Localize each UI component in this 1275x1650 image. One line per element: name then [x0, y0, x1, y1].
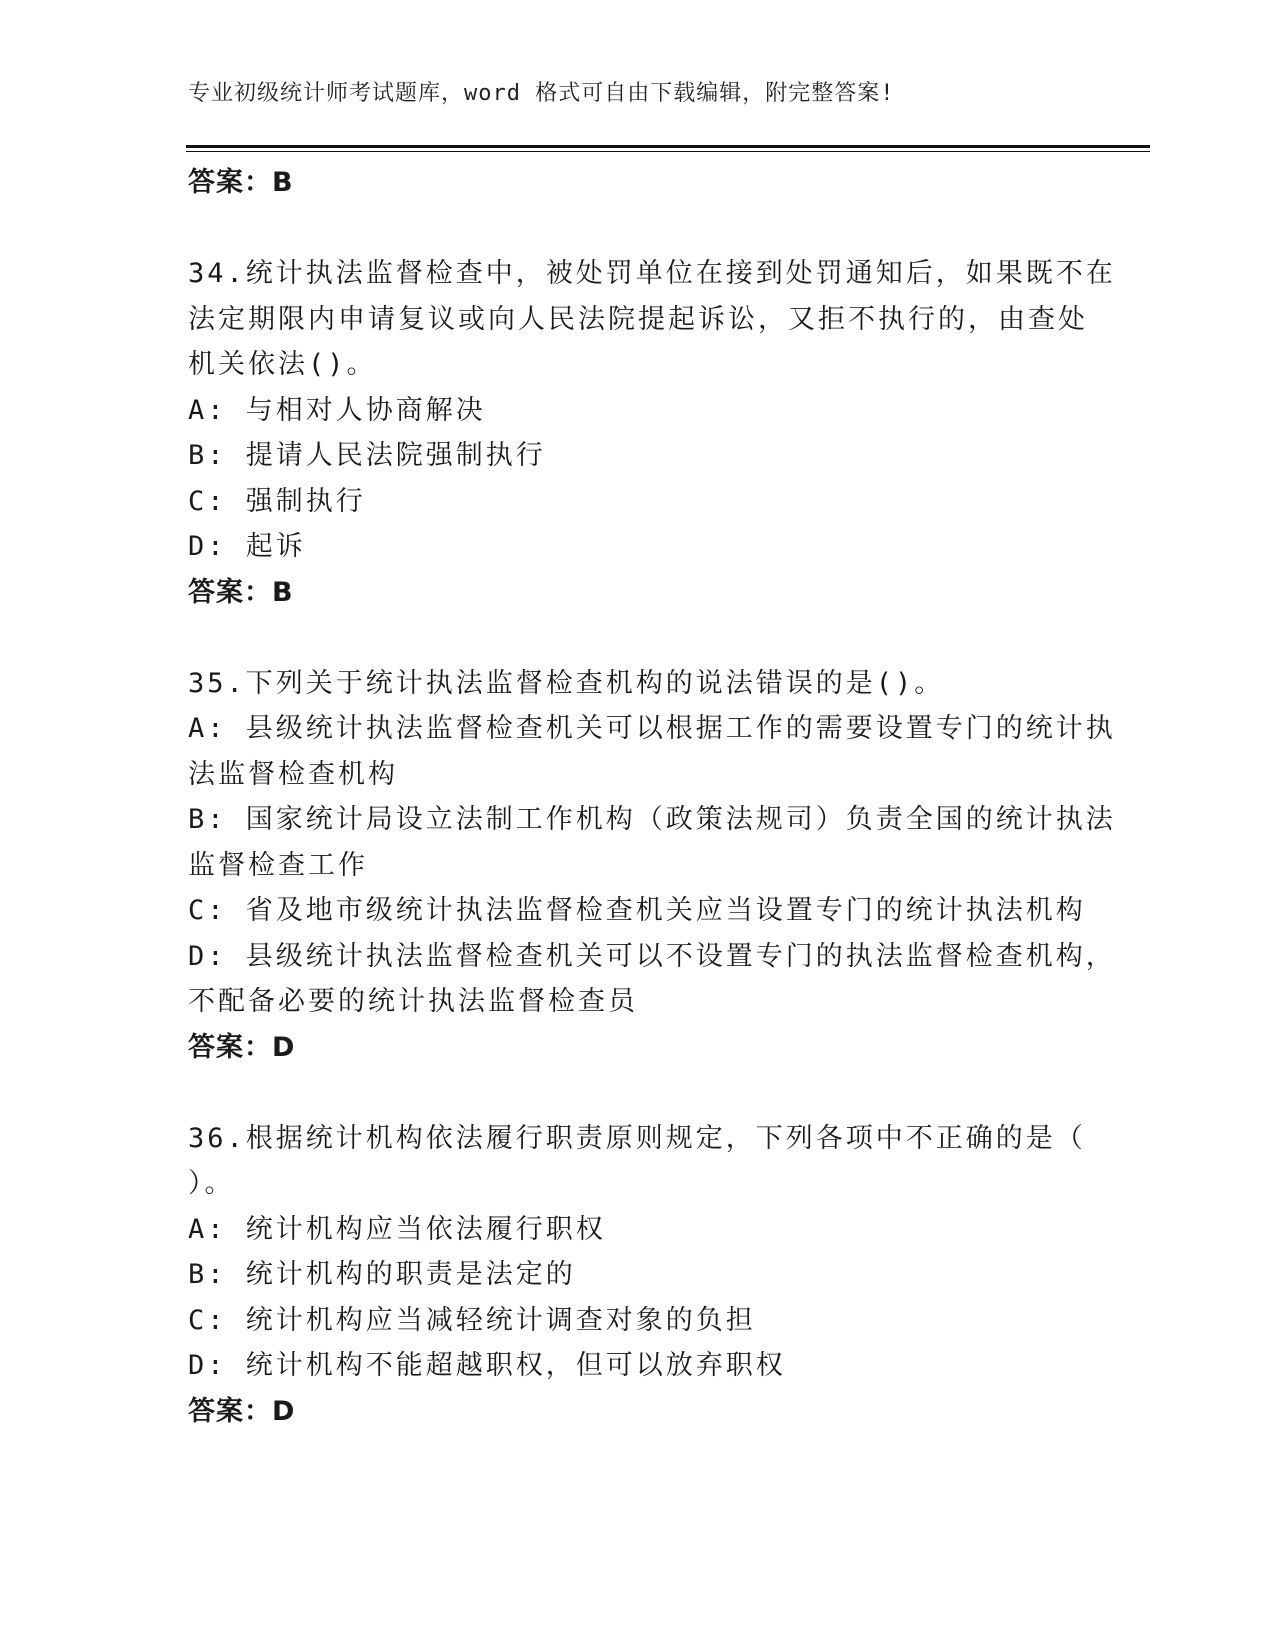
option-b: B: 国家统计局设立法制工作机构（政策法规司）负责全国的统计执法 — [188, 804, 1116, 835]
question-34 — [188, 251, 1116, 615]
previous-answer: 答案：B — [188, 167, 294, 198]
option-a: A: 县级统计执法监督检查机关可以根据工作的需要设置专门的统计执 — [188, 713, 1116, 744]
question-stem-line: 35.下列关于统计执法监督检查机构的说法错误的是()。 — [188, 667, 945, 699]
option-c: C: 省及地市级统计执法监督检查机关应当设置专门的统计执法机构 — [188, 895, 1086, 926]
option-b: B: 统计机构的职责是法定的 — [188, 1259, 576, 1290]
header-rule-thin — [186, 151, 1150, 152]
answer: 答案：D — [188, 1031, 296, 1063]
question-stem-line: 机关依法()。 — [188, 349, 377, 380]
question-stem-line: 34.统计执法监督检查中，被处罚单位在接到处罚通知后，如果既不在 — [188, 258, 1116, 289]
answer: 答案：D — [188, 1395, 296, 1427]
question-35 — [188, 661, 1116, 1071]
option-d-continued: 不配备必要的统计执法监督检查员 — [188, 986, 638, 1017]
option-a: A: 与相对人协商解决 — [188, 394, 486, 426]
question-stem-line: 36.根据统计机构依法履行职责原则规定，下列各项中不正确的是（ — [188, 1122, 1086, 1154]
option-b: B: 提请人民法院强制执行 — [188, 440, 546, 471]
option-d: D: 县级统计执法监督检查机关可以不设置专门的执法监督检查机构， — [188, 940, 1116, 972]
option-a-continued: 法监督检查机构 — [188, 758, 398, 790]
question-stem-line: ）。 — [188, 1168, 235, 1199]
option-d: D: 统计机构不能超越职权，但可以放弃职权 — [188, 1350, 786, 1381]
answer: 答案：B — [188, 576, 294, 608]
question-list — [188, 160, 1116, 1434]
question-stem-line: 法定期限内申请复议或向人民法院提起诉讼，又拒不执行的，由查处 — [188, 303, 1088, 335]
option-d: D: 起诉 — [188, 531, 306, 562]
page-header-note: 专业初级统计师考试题库，word 格式可自由下载编辑，附完整答案! — [188, 81, 895, 106]
option-c: C: 强制执行 — [188, 485, 366, 517]
option-a: A: 统计机构应当依法履行职权 — [188, 1213, 606, 1245]
option-b-continued: 监督检查工作 — [188, 849, 368, 881]
question-36 — [188, 1116, 1088, 1435]
option-c: C: 统计机构应当减轻统计调查对象的负担 — [188, 1304, 756, 1336]
header-rule-thick — [186, 145, 1150, 148]
